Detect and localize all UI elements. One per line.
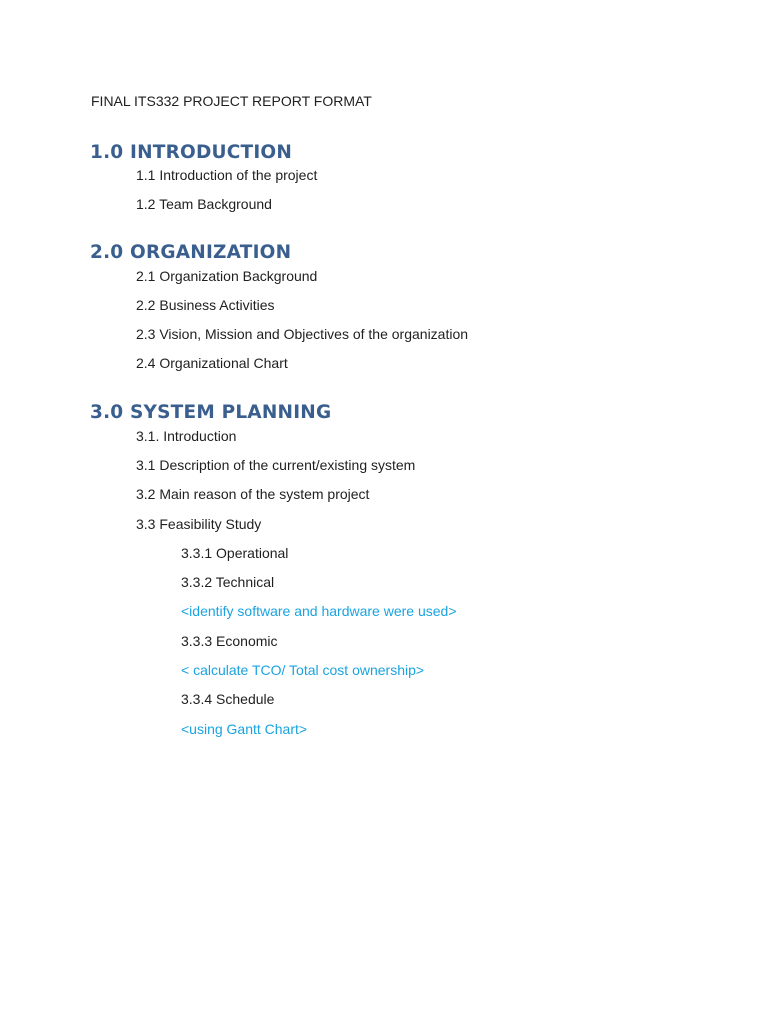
- instruction-note: <using Gantt Chart>: [181, 721, 308, 737]
- list-item: 1.1 Introduction of the project: [136, 167, 318, 183]
- list-item: 1.2 Team Background: [136, 196, 272, 212]
- list-item: 3.2 Main reason of the system project: [136, 486, 370, 502]
- list-item: 3.1. Introduction: [136, 428, 237, 444]
- document-title: FINAL ITS332 PROJECT REPORT FORMAT: [91, 93, 372, 109]
- list-item: 2.3 Vision, Mission and Objectives of the organization: [136, 326, 469, 342]
- section-heading-organization: 2.0 ORGANIZATION: [90, 242, 292, 263]
- section-heading-system-planning: 3.0 SYSTEM PLANNING: [90, 402, 332, 423]
- sub-list-item: 3.3.4 Schedule: [181, 691, 275, 707]
- sub-list-item: 3.3.3 Economic: [181, 633, 278, 649]
- section-heading-introduction: 1.0 INTRODUCTION: [90, 142, 293, 163]
- list-item: 3.1 Description of the current/existing system: [136, 457, 416, 473]
- instruction-note: < calculate TCO/ Total cost ownership>: [181, 662, 425, 678]
- instruction-note: <identify software and hardware were used>: [181, 603, 457, 619]
- list-item: 2.4 Organizational Chart: [136, 355, 288, 371]
- list-item: 2.1 Organization Background: [136, 268, 318, 284]
- list-item: 2.2 Business Activities: [136, 297, 275, 313]
- sub-list-item: 3.3.2 Technical: [181, 574, 275, 590]
- sub-list-item: 3.3.1 Operational: [181, 545, 289, 561]
- list-item: 3.3 Feasibility Study: [136, 516, 262, 532]
